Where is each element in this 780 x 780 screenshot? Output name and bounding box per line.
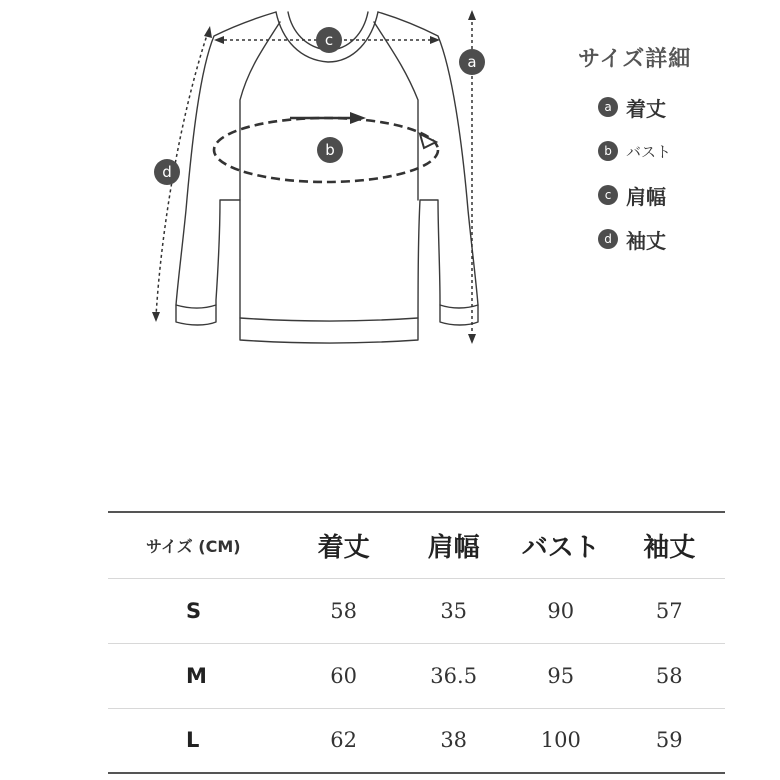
size-table [108, 511, 725, 774]
marker-c-letter: c [324, 31, 334, 49]
marker-b-letter: b [325, 141, 335, 159]
legend-label-c: 肩幅 [626, 184, 666, 209]
legend-title: サイズ詳細 [578, 47, 692, 72]
cell-sleeve: 58 [655, 663, 683, 688]
legend-marker-d: d [598, 229, 618, 249]
cell-shoulder: 35 [440, 598, 468, 623]
cell-bust: 90 [547, 598, 575, 623]
row-size: M [186, 663, 207, 688]
sleeve-length-marker [152, 26, 212, 322]
legend-item-c [598, 183, 770, 207]
shoulder-width-marker [214, 27, 440, 53]
cell-shoulder: 38 [440, 728, 468, 753]
cell-length: 60 [330, 663, 357, 688]
sweater-outline [176, 12, 478, 343]
header-sleeve: 袖丈 [643, 532, 696, 563]
length-marker [459, 10, 485, 344]
cell-sleeve: 57 [655, 598, 683, 623]
cell-length: 62 [330, 728, 357, 753]
bust-marker [214, 112, 438, 182]
table-header-row [108, 512, 725, 578]
row-size: S [186, 598, 202, 623]
cell-bust: 95 [547, 663, 575, 688]
header-length: 着丈 [317, 532, 370, 563]
legend-item-b [598, 139, 770, 163]
table-row [108, 643, 725, 708]
table-row [108, 578, 725, 643]
row-size: L [186, 728, 200, 753]
legend-item-a [598, 95, 770, 119]
cell-sleeve: 59 [655, 728, 683, 753]
marker-a-letter: a [467, 53, 477, 71]
legend-marker-c: c [598, 185, 618, 205]
legend-label-a: 着丈 [626, 96, 666, 121]
header-shoulder: 肩幅 [427, 532, 480, 563]
cell-bust: 100 [540, 728, 581, 753]
size-legend [580, 42, 770, 271]
header-size: サイズ (CM) [146, 536, 241, 556]
legend-marker-a: a [598, 97, 618, 117]
table-row [108, 708, 725, 773]
legend-label-d: 袖丈 [626, 228, 666, 253]
header-bust: バスト [521, 532, 600, 563]
cell-shoulder: 36.5 [430, 663, 478, 688]
cell-length: 58 [330, 598, 357, 623]
legend-label-b: バスト [626, 142, 672, 161]
legend-item-d [598, 227, 770, 251]
legend-marker-b: b [598, 141, 618, 161]
marker-d-letter: d [162, 163, 172, 181]
